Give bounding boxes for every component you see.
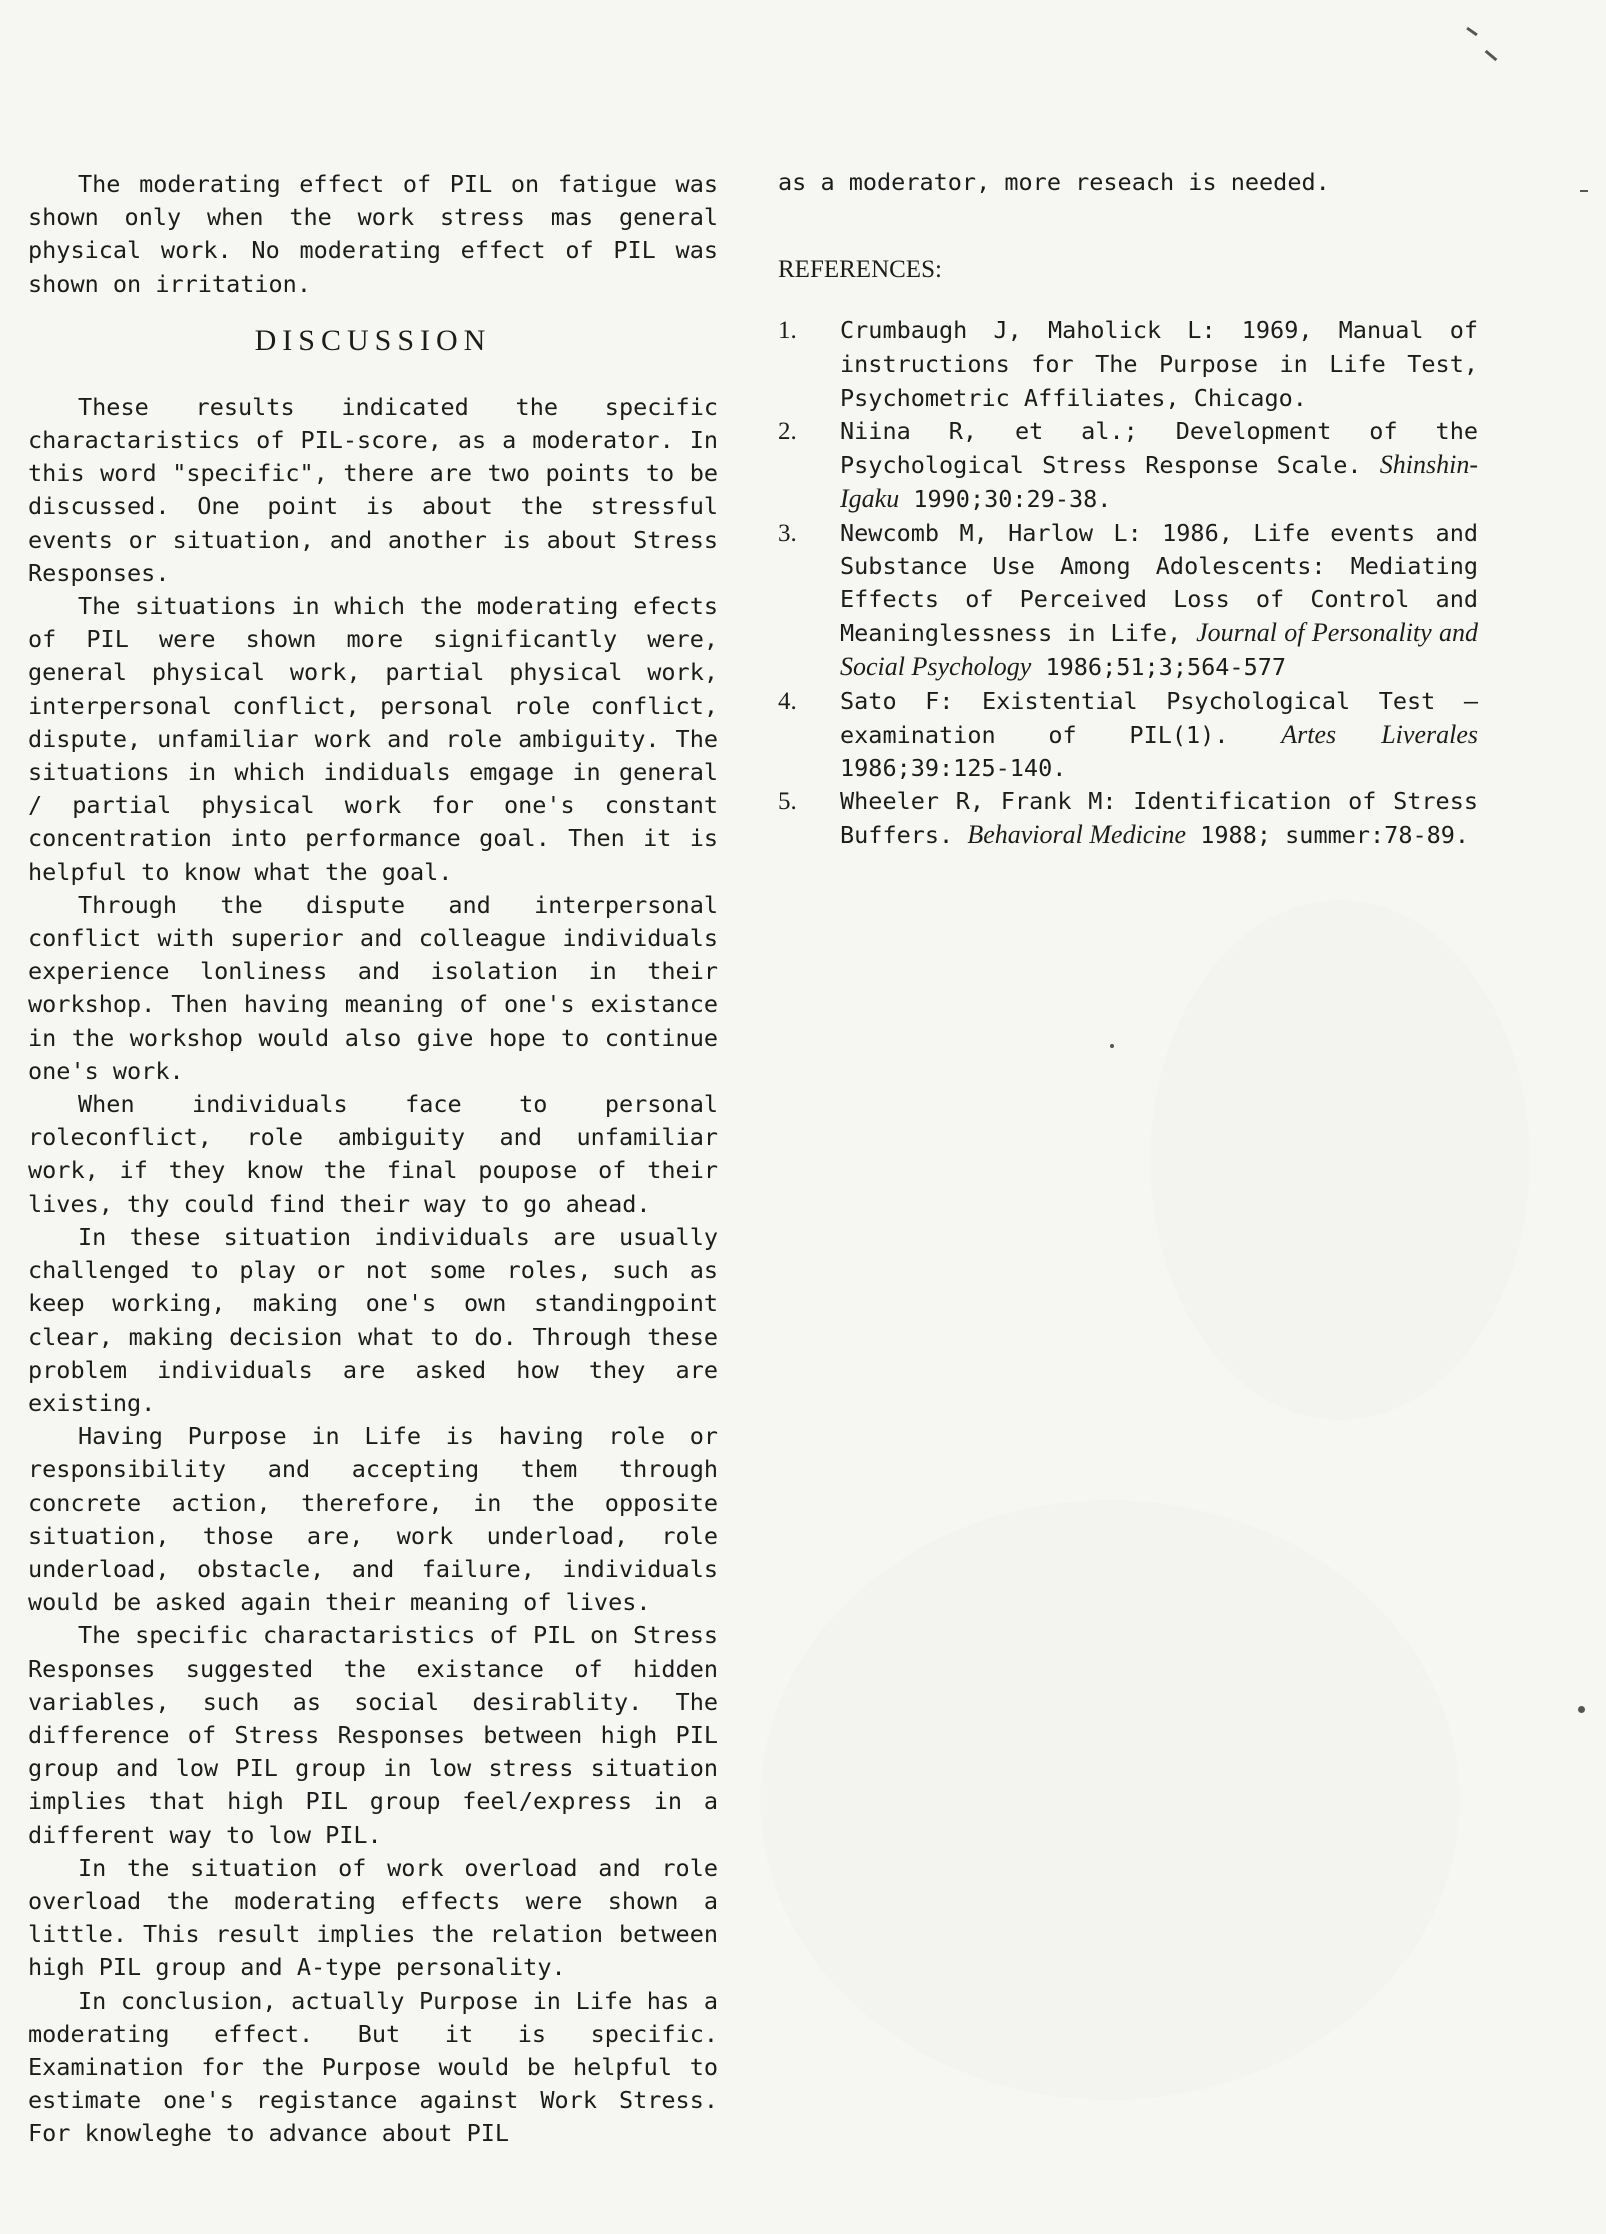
reference-item [778, 415, 1478, 517]
scan-mark [1485, 50, 1498, 61]
references-list [778, 314, 1478, 852]
reference-number: 2. [778, 418, 797, 446]
reference-text: Crumbaugh J, Maholick L: 1969, Manual of instructions for The Purpose in Life Test, Psychometric Affiliates, Chicago. [840, 316, 1478, 412]
reference-text: Newcomb M, Harlow L: 1986, Life events and Substance Use Among Adolescents: Mediating Effects of Perceived Loss of Control and Meaninglessness in Life, Journal of Personality and Social Psychology 1986;51;3;564-577 [840, 518, 1478, 682]
scan-mark [1578, 1706, 1585, 1713]
left-column [28, 168, 718, 2151]
reference-number: 3. [778, 519, 797, 547]
scan-mark [1580, 190, 1588, 192]
intro-paragraph: The moderating effect of PIL on fatigue was shown only when the work stress mas general physical work. No moderating effect of PIL was shown on irritation. [28, 170, 718, 298]
discussion-heading: DISCUSSION [254, 323, 492, 357]
scan-mark [1110, 1044, 1114, 1048]
discussion-paragraph: These results indicated the specific charactaristics of PIL-score, as a moderator. In this word "specific", there are two points to be discussed. One point is about the stressful events or situation, and another is about Stress Responses. [28, 392, 718, 587]
references-heading: REFERENCES: [778, 256, 942, 284]
scan-mark [1466, 27, 1478, 36]
reference-number: 5. [778, 788, 797, 816]
reference-text: Niina R, et al.; Development of the Psychological Stress Response Scale. Shinshin-Igaku 1990;30:29-38. [840, 417, 1478, 514]
reference-text: Wheeler R, Frank M: Identification of Stress Buffers. Behavioral Medicine 1988; summer:78-89. [840, 787, 1478, 850]
reference-item [778, 785, 1478, 852]
discussion-paragraph: In these situation individuals are usually challenged to play or not some roles, such as keep working, making one's own standingpoint clear, making decision what to do. Through these problem individuals are asked how they are existing. [28, 1222, 718, 1417]
continuation-text: as a moderator, more reseach is needed. [778, 168, 1330, 196]
discussion-paragraph: Having Purpose in Life is having role or responsibility and accepting them through concrete action, therefore, in the opposite situation, those are, work underload, role underload, obstacle, and failure, individuals would be asked again their meaning of lives. [28, 1422, 718, 1617]
discussion-paragraph: In the situation of work overload and role overload the moderating effects were shown a little. This result implies the relation between high PIL group and A-type personality. [28, 1853, 718, 1982]
reference-number: 4. [778, 687, 797, 715]
discussion-paragraph: When individuals face to personal roleconflict, role ambiguity and unfamiliar work, if they know the final poupose of their lives, thy could find their way to go ahead. [28, 1090, 718, 1218]
discussion-paragraph: In conclusion, actually Purpose in Life has a moderating effect. But it is specific. Examination for the Purpose would be helpful to estimate one's registance against Work Stress. For knowleghe to advance about PIL [28, 1986, 718, 2148]
reference-item [778, 517, 1478, 685]
discussion-paragraph: The specific charactaristics of PIL on Stress Responses suggested the existance of hidden variables, such as social desirablity. The difference of Stress Responses between high PIL group and low PIL group in low stress situation implies that high PIL group feel/express in a different way to low PIL. [28, 1621, 718, 1849]
reference-number: 1. [778, 317, 797, 345]
reference-item [778, 685, 1478, 786]
discussion-paragraph: Through the dispute and interpersonal conflict with superior and colleague individuals experience lonliness and isolation in their workshop. Then having meaning of one's existance in the workshop would also give hope to continue one's work. [28, 890, 718, 1085]
discussion-paragraph: The situations in which the moderating efects of PIL were shown more significantly were, general physical work, partial physical work, interpersonal conflict, personal role conflict, dispute, unfamiliar work and role ambiguity. The situations in which indiduals emgage in general / partial physical work for one's constant concentration into performance goal. Then it is helpful to know what the goal. [28, 592, 718, 886]
reference-item [778, 314, 1478, 415]
reference-text: Sato F: Existential Psychological Test — examination of PIL(1). Artes Liverales 1986;39:125-140. [840, 686, 1478, 783]
right-column [778, 166, 1478, 853]
